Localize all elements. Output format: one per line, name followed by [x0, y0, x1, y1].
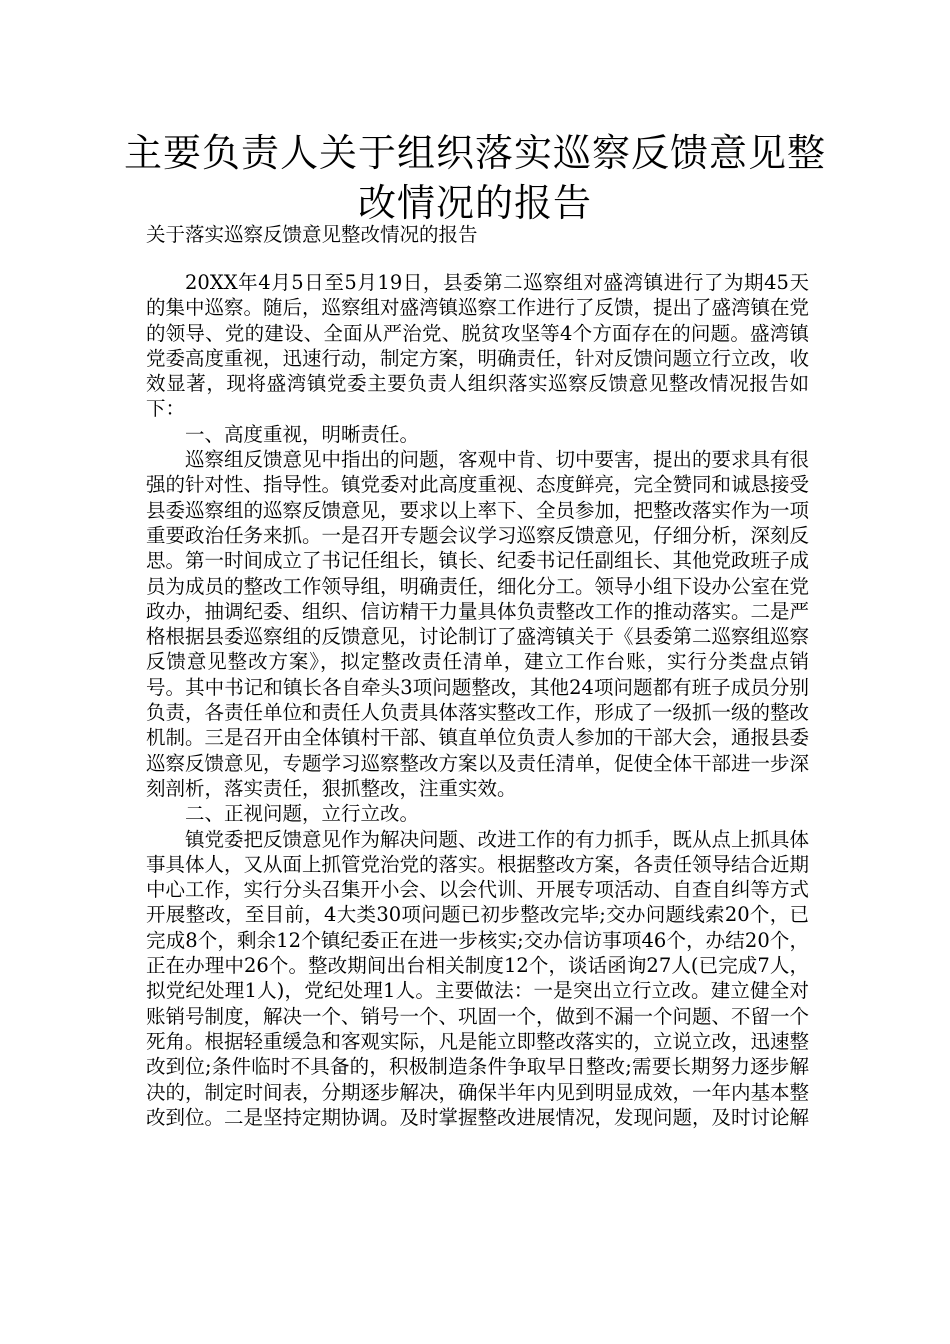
section-heading: 一、高度重视，明晰责任。	[185, 422, 420, 446]
section-heading: 二、正视问题，立行立改。	[185, 802, 420, 826]
document-body	[146, 270, 809, 1130]
document-subtitle: 关于落实巡察反馈意见整改情况的报告	[146, 223, 478, 246]
document-title: 主要负责人关于组织落实巡察反馈意见整改情况的报告	[123, 131, 826, 225]
body-paragraph: 20XX年4月5日至5月19日，县委第二巡察组对盛湾镇进行了为期45天的集中巡察。随后，巡察组对盛湾镇巡察工作进行了反馈，提出了盛湾镇在党的领导、党的建设、全面从严治党、脱贫攻坚等4个方面存在的问题。盛湾镇党委高度重视，迅速行动，制定方案，明确责任，针对反馈问题立行立改，收效显著，现将盛湾镇党委主要负责人组织落实巡察反馈意见整改情况报告如下：	[146, 271, 810, 421]
body-paragraph: 巡察组反馈意见中指出的问题，客观中肯、切中要害，提出的要求具有很强的针对性、指导性。镇党委对此高度重视、态度鲜亮，完全赞同和诚恳接受县委巡察组的巡察反馈意见，要求以上率下、全员参加，把整改落实作为一项重要政治任务来抓。一是召开专题会议学习巡察反馈意见，仔细分析，深刻反思。第一时间成立了书记任组长，镇长、纪委书记任副组长、其他党政班子成员为成员的整改工作领导组，明确责任，细化分工。领导小组下设办公室在党政办，抽调纪委、组织、信访精干力量具体负责整改工作的推动落实。二是严格根据县委巡察组的反馈意见，讨论制订了盛湾镇关于《县委第二巡察组巡察反馈意见整改方案》，拟定整改责任清单，建立工作台账，实行分类盘点销号。其中书记和镇长各自牵头3项问题整改，其他24项问题都有班子成员分别负责，各责任单位和责任人负责具体落实整改工作，形成了一级抓一级的整改机制。三是召开由全体镇村干部、镇直单位负责人参加的干部大会，通报县委巡察反馈意见，专题学习巡察整改方案以及责任清单，促使全体干部进一步深刻剖析，落实责任，狠抓整改，注重实效。	[146, 448, 810, 800]
body-paragraph: 镇党委把反馈意见作为解决问题、改进工作的有力抓手，既从点上抓具体事具体人，又从面上抓管党治党的落实。根据整改方案，各责任领导结合近期中心工作，实行分头召集开小会、以会代训、开展专项活动、自查自纠等方式开展整改，至目前，4大类30项问题已初步整改完毕;交办问题线索20个，已完成8个，剩余12个镇纪委正在进一步核实;交办信访事项46个，办结20个，正在办理中26个。整改期间出台相关制度12个，谈话函询27人(已完成7人，拟党纪处理1人)，党纪处理1人。主要做法：一是突出立行立改。建立健全对账销号制度，解决一个、销号一个、巩固一个，做到不漏一个问题、不留一个死角。根据轻重缓急和客观实际，凡是能立即整改落实的，立说立改，迅速整改到位;条件临时不具备的，积极制造条件争取早日整改;需要长期努力逐步解决的，制定时间表，分期逐步解决，确保半年内见到明显成效，一年内基本整改到位。二是坚持定期协调。及时掌握整改进展情况，发现问题，及时讨论解	[146, 827, 810, 1129]
